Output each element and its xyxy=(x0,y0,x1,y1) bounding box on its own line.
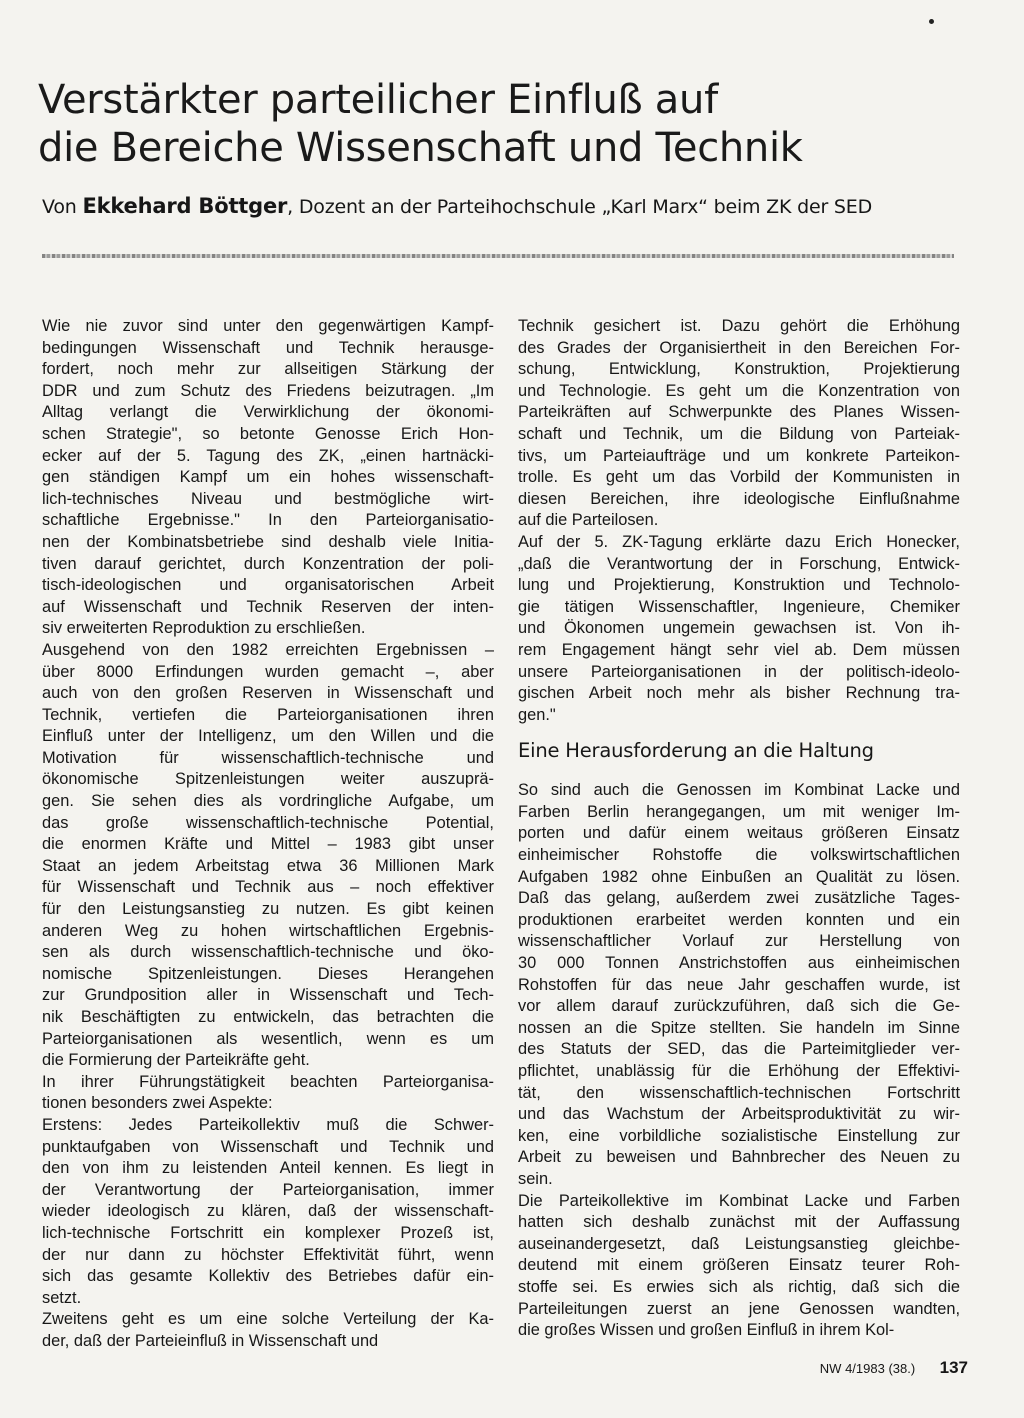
text-line: rem Engagement hängt sehr viel ab. Dem müssen xyxy=(518,640,960,659)
title-line: Verstärkter parteilicher Einfluß auf xyxy=(38,77,718,123)
text-line: Farben Berlin herangegangen, um mit weniger Im- xyxy=(518,802,960,821)
text-line: Alltag verlangt die Verwirklichung der ökonomi- xyxy=(42,403,494,422)
text-line: gen. Sie sehen dies als vordringliche Aufgabe, um xyxy=(42,792,494,811)
text-line: unsere Parteiorganisationen in der politisch-ideolo- xyxy=(518,662,960,681)
text-line: wissenschaftlicher Vorlauf zur Herstellung von xyxy=(518,932,960,951)
text-line: diesen Bereichen, ihre ideologische Einflußnahme xyxy=(518,489,960,508)
text-line: nik Beschäftigten zu entwickeln, das betrachten die xyxy=(42,1008,494,1026)
header-rule xyxy=(42,254,954,258)
text-line: Rohstoffen für das neue Jahr geschaffen wurde, ist xyxy=(518,975,960,994)
right-column-part-a xyxy=(518,316,960,726)
text-line: Staat an jedem Arbeitstag etwa 36 Millionen Mark xyxy=(42,856,494,875)
text-line: fordert, noch mehr zur allseitigen Stärkung der xyxy=(42,360,494,379)
text-line: nomische Spitzenleistungen. Dieses Herangehen xyxy=(42,964,494,983)
text-line: Daß das gelang, außerdem zwei zusätzliche Tages- xyxy=(518,889,960,908)
page-footer xyxy=(820,1358,968,1378)
left-column xyxy=(42,316,494,1353)
text-line: schung, Entwicklung, Konstruktion, Projektierung xyxy=(518,360,960,379)
byline-author: Ekkehard Böttger xyxy=(82,194,288,218)
text-line: Motivation für wissenschaftlich-technische und xyxy=(42,748,494,767)
text-line: sen als durch wissenschaftlich-technische und öko- xyxy=(42,943,494,962)
text-line: In ihrer Führungstätigkeit beachten Parteiorganisa- xyxy=(42,1072,494,1091)
text-line: Wie nie zuvor sind unter den gegenwärtigen Kampf- xyxy=(42,317,494,335)
text-line: die enormen Kräfte und Mittel – 1983 gibt unser xyxy=(42,835,494,854)
text-line: Parteiorganisationen als wesentlich, wenn es um xyxy=(42,1029,494,1048)
text-line: Erstens: Jedes Parteikollektiv muß die Schwer- xyxy=(42,1115,494,1134)
text-line: Ausgehend von den 1982 erreichten Ergebnissen – xyxy=(42,640,494,659)
text-line: So sind auch die Genossen im Kombinat Lacke und xyxy=(518,781,960,800)
text-line: Technik, vertiefen die Parteiorganisationen ihren xyxy=(42,705,494,724)
text-line: und das Wachstum der Arbeitsproduktivität zu wir- xyxy=(518,1105,960,1124)
text-line: wieder ideologisch zu klären, daß der wissenschaft- xyxy=(42,1202,494,1221)
byline xyxy=(42,193,972,220)
text-line: auseinandergesetzt, daß Leistungsanstieg gleichbe- xyxy=(518,1234,960,1253)
text-line: trolle. Es geht um das Vorbild der Kommunisten in xyxy=(518,468,960,487)
text-line: 30 000 Tonnen Anstrichstoffen aus einheimischen xyxy=(518,954,960,973)
text-line: bedingungen Wissenschaft und Technik herausge- xyxy=(42,338,494,357)
text-line: gen." xyxy=(518,705,556,724)
text-line: stoffe sei. Es erwies sich als richtig, daß sich die xyxy=(518,1277,960,1296)
page-number: 137 xyxy=(939,1358,968,1377)
text-line: sein. xyxy=(518,1169,553,1188)
text-line: vor allem darauf zurückzuführen, daß sich die Ge- xyxy=(518,997,960,1016)
right-column xyxy=(518,316,960,1342)
text-line: tisch-ideologischen und organisatorischen Arbeit xyxy=(42,576,494,595)
text-line: tionen besonders zwei Aspekte: xyxy=(42,1094,273,1113)
text-line: siv erweiterten Reproduktion zu erschließen. xyxy=(42,619,366,638)
text-line: tät, den wissenschaftlich-technischen Fortschritt xyxy=(518,1083,960,1102)
text-line: gie tätigen Wissenschaftler, Ingenieure, Chemiker xyxy=(518,597,960,616)
text-line: Zweitens geht es um eine solche Verteilung der Ka- xyxy=(42,1310,494,1329)
text-line: nossen an die Spitze stellten. Sie handeln im Sinne xyxy=(518,1018,960,1037)
title-line: die Bereiche Wissenschaft und Technik xyxy=(38,125,803,171)
text-line: Aufgaben 1982 ohne Einbußen an Qualität zu lösen. xyxy=(518,867,960,886)
text-line: „daß die Verantwortung der in Forschung, Entwick- xyxy=(518,554,960,573)
text-line: gischen Arbeit noch mehr als bisher Rechnung tra- xyxy=(518,684,960,703)
text-line: Die Parteikollektive im Kombinat Lacke und Farben xyxy=(518,1191,960,1210)
text-line: produktionen erarbeitet werden konnten und ein xyxy=(518,910,960,929)
text-line: lung und Projektierung, Konstruktion und Technolo- xyxy=(518,576,960,595)
text-line: punktaufgaben von Wissenschaft und Technik und xyxy=(42,1137,494,1156)
text-line: DDR und zum Schutz des Friedens beizutragen. „Im xyxy=(42,381,494,400)
text-line: ökonomische Spitzenleistungen weiter auszuprä- xyxy=(42,770,494,789)
issue-reference: NW 4/1983 (38.) xyxy=(819,1360,916,1376)
text-line: den von ihm zu leistenden Anteil kennen. Es liegt in xyxy=(42,1159,494,1178)
text-line: schaft und Technik, um die Bildung von Parteiak- xyxy=(518,424,960,443)
text-line: auf Wissenschaft und Technik Reserven der inten- xyxy=(42,597,494,616)
byline-prefix: Von xyxy=(42,196,83,218)
text-line: schen Strategie", so betonte Genosse Erich Hon- xyxy=(42,424,494,443)
text-line: hatten sich deshalb zunächst mit der Auffassung xyxy=(518,1213,960,1232)
text-line: für den Leistungsanstieg zu nutzen. Es gibt keinen xyxy=(42,900,494,919)
text-line: tiven darauf gerichtet, durch Konzentration der poli- xyxy=(42,554,494,573)
text-line: das große wissenschaftlich-technische Potential, xyxy=(42,813,494,832)
text-line: ecker auf der 5. Tagung des ZK, „einen hartnäcki- xyxy=(42,446,494,465)
text-line: deutend mit einem größeren Einsatz teurer Roh- xyxy=(518,1256,960,1275)
right-column-part-b xyxy=(518,780,960,1341)
text-line: der Verantwortung der Parteiorganisation, immer xyxy=(42,1180,494,1199)
byline-affiliation: , Dozent an der Parteihochschule „Karl Marx“ beim ZK der SED xyxy=(287,196,872,218)
article-title xyxy=(38,76,978,172)
text-line: zur Grundposition aller in Wissenschaft und Tech- xyxy=(42,986,494,1005)
text-line: der, daß der Parteieinfluß in Wissenschaft und xyxy=(42,1331,379,1350)
text-line: tivs, um Parteiaufträge und um konkrete Parteikon- xyxy=(518,446,960,465)
text-line: und Ökonomen ungemein gewachsen ist. Von ih- xyxy=(518,619,960,638)
text-line: des Statuts der SED, das die Parteimitglieder ver- xyxy=(518,1040,960,1059)
print-speck xyxy=(929,19,934,24)
text-line: Auf der 5. ZK-Tagung erklärte dazu Erich Honecker, xyxy=(518,532,960,551)
text-line: und Technologie. Es geht um die Konzentration von xyxy=(518,381,960,400)
text-line: ken, eine vorbildliche sozialistische Einstellung zur xyxy=(518,1126,960,1145)
text-line: porten und dafür einem weitaus größeren Einsatz xyxy=(518,824,960,843)
text-line: schaftliche Ergebnisse." In den Parteiorganisatio- xyxy=(42,511,494,530)
section-subheading: Eine Herausforderung an die Haltung xyxy=(518,739,874,763)
text-line: pflichtet, unablässig für die Erhöhung der Effektivi- xyxy=(518,1062,960,1080)
text-line: sich das gesamte Kollektiv des Betriebes dafür ein- xyxy=(42,1267,494,1286)
text-line: lich-technische Fortschritt ein komplexer Prozeß ist, xyxy=(42,1223,494,1242)
text-line: die Formierung der Parteikräfte geht. xyxy=(42,1051,310,1070)
text-line: Technik gesichert ist. Dazu gehört die Erhöhung xyxy=(518,317,960,335)
text-line: über 8000 Erfindungen wurden gemacht –, aber xyxy=(42,662,494,681)
text-line: Parteikräften auf Schwerpunkte des Planes Wissen- xyxy=(518,403,960,422)
text-line: für Wissenschaft und Technik aus – noch effektiver xyxy=(42,878,494,897)
text-line: lich-technisches Niveau und bestmögliche wirt- xyxy=(42,489,494,508)
text-line: gen ständigen Kampf um ein hohes wissenschaft- xyxy=(42,468,494,487)
text-line: Einfluß unter der Intelligenz, um den Willen und die xyxy=(42,727,494,746)
text-line: nen der Kombinatsbetriebe sind deshalb viele Initia- xyxy=(42,532,494,551)
text-line: des Grades der Organisiertheit in den Bereichen For- xyxy=(518,338,960,357)
text-line: auch von den großen Reserven in Wissenschaft und xyxy=(42,684,494,703)
text-line: die großes Wissen und großen Einfluß in ihrem Kol- xyxy=(518,1321,895,1340)
text-line: einheimischer Rohstoffe die volkswirtschaftlichen xyxy=(518,846,960,865)
text-line: anderen Weg zu hohen wirtschaftlichen Ergebnis- xyxy=(42,921,494,940)
text-line: Parteileitungen zuerst an jene Genossen wandten, xyxy=(518,1299,960,1318)
text-line: der nur dann zu höchster Effektivität führt, wenn xyxy=(42,1245,494,1264)
text-line: setzt. xyxy=(42,1288,82,1307)
text-line: auf die Parteilosen. xyxy=(518,511,659,530)
text-line: Arbeit zu beweisen und Bahnbrecher des Neuen zu xyxy=(518,1148,960,1167)
